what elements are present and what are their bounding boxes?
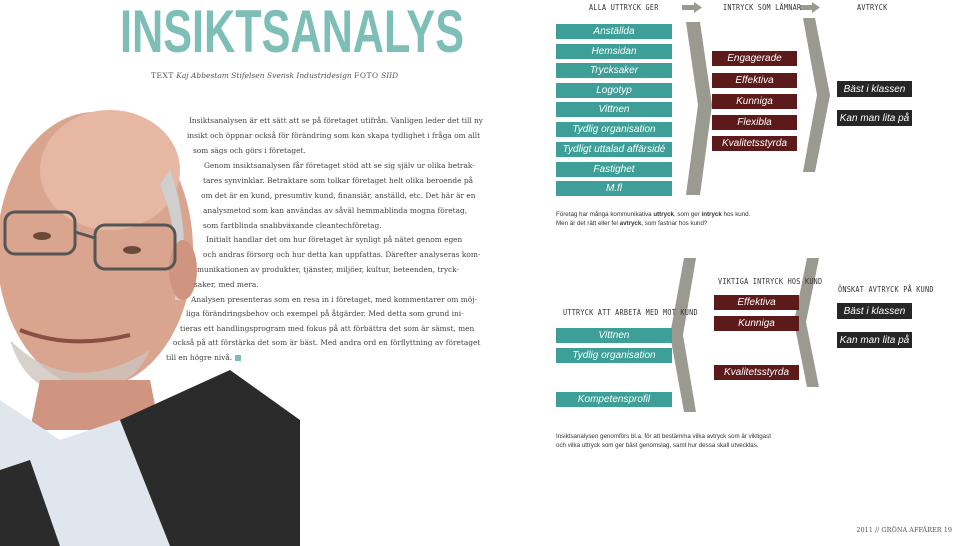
top-diagram-caption — [556, 210, 750, 228]
body-line: som fartblinda snabbväxande cleantechföretag. — [203, 221, 382, 230]
credits-photo-by: SIID — [381, 71, 399, 80]
chevron-bottom-1 — [670, 258, 696, 412]
uttryck-box: Vittnen — [556, 102, 672, 117]
chevron-top-1 — [686, 22, 712, 195]
body-line: Genom insiktsanalysen får företaget stöd att se sig själv ur olika betrak- — [204, 161, 475, 170]
chevron-top-2 — [803, 18, 830, 172]
credits-text-by: Kaj Abbestam Stifelsen Svensk Industridesign — [176, 71, 352, 80]
intryck-box: Effektiva — [712, 73, 797, 88]
uttryck-box: Fastighet — [556, 162, 672, 177]
intryck-box: Kvalitetsstyrda — [712, 136, 797, 151]
avtryck-box: Kan man lita på — [837, 332, 912, 348]
caption-line-2: Men är det rätt eller fel avtryck, som fastnar hos kund? — [556, 220, 708, 227]
end-square-icon — [235, 355, 241, 361]
body-line: Insiktsanalysen är ett sätt att se på företaget utifrån. Vanligen leder det till ny — [189, 116, 483, 125]
intryck-box: Kunniga — [712, 94, 797, 109]
body-line: tares synvinklar. Betraktare som tolkar företaget helt olika beroende på — [203, 176, 474, 185]
uttryck-box: Logotyp — [556, 83, 672, 98]
body-line: som sägs och görs i företaget. — [193, 146, 306, 155]
header-arrow-2 — [800, 2, 820, 13]
uttryck-box: Anställda — [556, 24, 672, 39]
header-intryck: INTRYCK SOM LÄMNAR — [723, 3, 802, 12]
caption-line-1: Insiktsanalysen genomförs bl.a. för att bestämma vilka avtryck som är viktigast — [556, 433, 771, 440]
body-line-last-text: till en högre nivå. — [166, 353, 233, 362]
body-line: tieras ett handlingsprogram med fokus på att förbättra det som är sämst, men — [180, 324, 475, 333]
uttryck-box: Trycksaker — [556, 63, 672, 78]
credits-line — [151, 71, 398, 80]
body-line: Analysen presenteras som en resa in i företaget, med kommentarer om möj- — [191, 295, 478, 304]
body-line: insikt och öppnar också för förändring som kan skapa tydlighet i fråga om allt — [187, 131, 481, 140]
intryck-box: Engagerade — [712, 51, 797, 66]
body-line: liga förändringsbehov och exempel på åtgärder. Med detta som grund ini- — [186, 309, 464, 318]
uttryck-box: M.fl — [556, 181, 672, 196]
intryck-box: Kunniga — [714, 316, 799, 331]
page-folio: 2011 // GRÖNA AFFÄRER 19 — [856, 526, 952, 534]
body-line: om det är en kund, presumtiv kund, finansiär, anställd, etc. Det här är en — [201, 191, 476, 200]
body-line: analysmetod som kan användas av såväl hemmablinda mogna företag, — [203, 206, 468, 215]
page-title: INSIKTSANALYS — [120, 0, 465, 65]
body-line-last — [166, 353, 241, 363]
header-viktiga-intryck: VIKTIGA INTRYCK HOS KUND — [718, 277, 823, 286]
header-alla-uttryck: ALLA UTTRYCK GER — [589, 3, 659, 12]
credits-text-label: TEXT — [151, 71, 174, 80]
body-line: saker, med mera. — [194, 280, 259, 289]
header-onskat-avtryck: ÖNSKAT AVTRYCK PÅ KUND — [838, 285, 934, 294]
avtryck-box: Bäst i klassen — [837, 81, 912, 97]
body-line: Initialt handlar det om hur företaget är synligt på nätet genom egen — [206, 235, 463, 244]
body-line: munikationen av produkter, tjänster, miljöer, kultur, beteenden, tryck- — [197, 265, 459, 274]
caption-line-1: Företag har många kommunikativa uttryck, som ger intryck hos kund. — [556, 211, 751, 218]
uttryck-box: Tydlig organisation — [556, 348, 672, 363]
bottom-diagram-caption — [556, 432, 771, 450]
avtryck-box: Kan man lita på — [837, 110, 912, 126]
header-uttryck-mot-kund: UTTRYCK ATT ARBETA MED MOT KUND — [563, 308, 698, 317]
header-avtryck: AVTRYCK — [857, 3, 888, 12]
uttryck-box: Kompetensprofil — [556, 392, 672, 407]
uttryck-box: Vittnen — [556, 328, 672, 343]
caption-line-2: och vilka uttryck som ger bäst genomslag, samt hur dessa skall utvecklas. — [556, 442, 759, 449]
intryck-box: Effektiva — [714, 295, 799, 310]
intryck-box: Flexibla — [712, 115, 797, 130]
avtryck-box: Bäst i klassen — [837, 303, 912, 319]
uttryck-box: Tydligt uttalad affärsidé — [556, 142, 672, 157]
header-arrow-1 — [682, 2, 702, 13]
uttryck-box: Tydlig organisation — [556, 122, 672, 137]
body-line: och andras försorg och hur detta kan uppfattas. Därefter analyseras kom- — [203, 250, 481, 259]
body-line: också på att förstärka det som är bäst. Med andra ord en förflyttning av företaget — [173, 338, 481, 347]
credits-photo-label: FOTO — [354, 71, 379, 80]
intryck-box: Kvalitetsstyrda — [714, 365, 799, 380]
uttryck-box: Hemsidan — [556, 44, 672, 59]
